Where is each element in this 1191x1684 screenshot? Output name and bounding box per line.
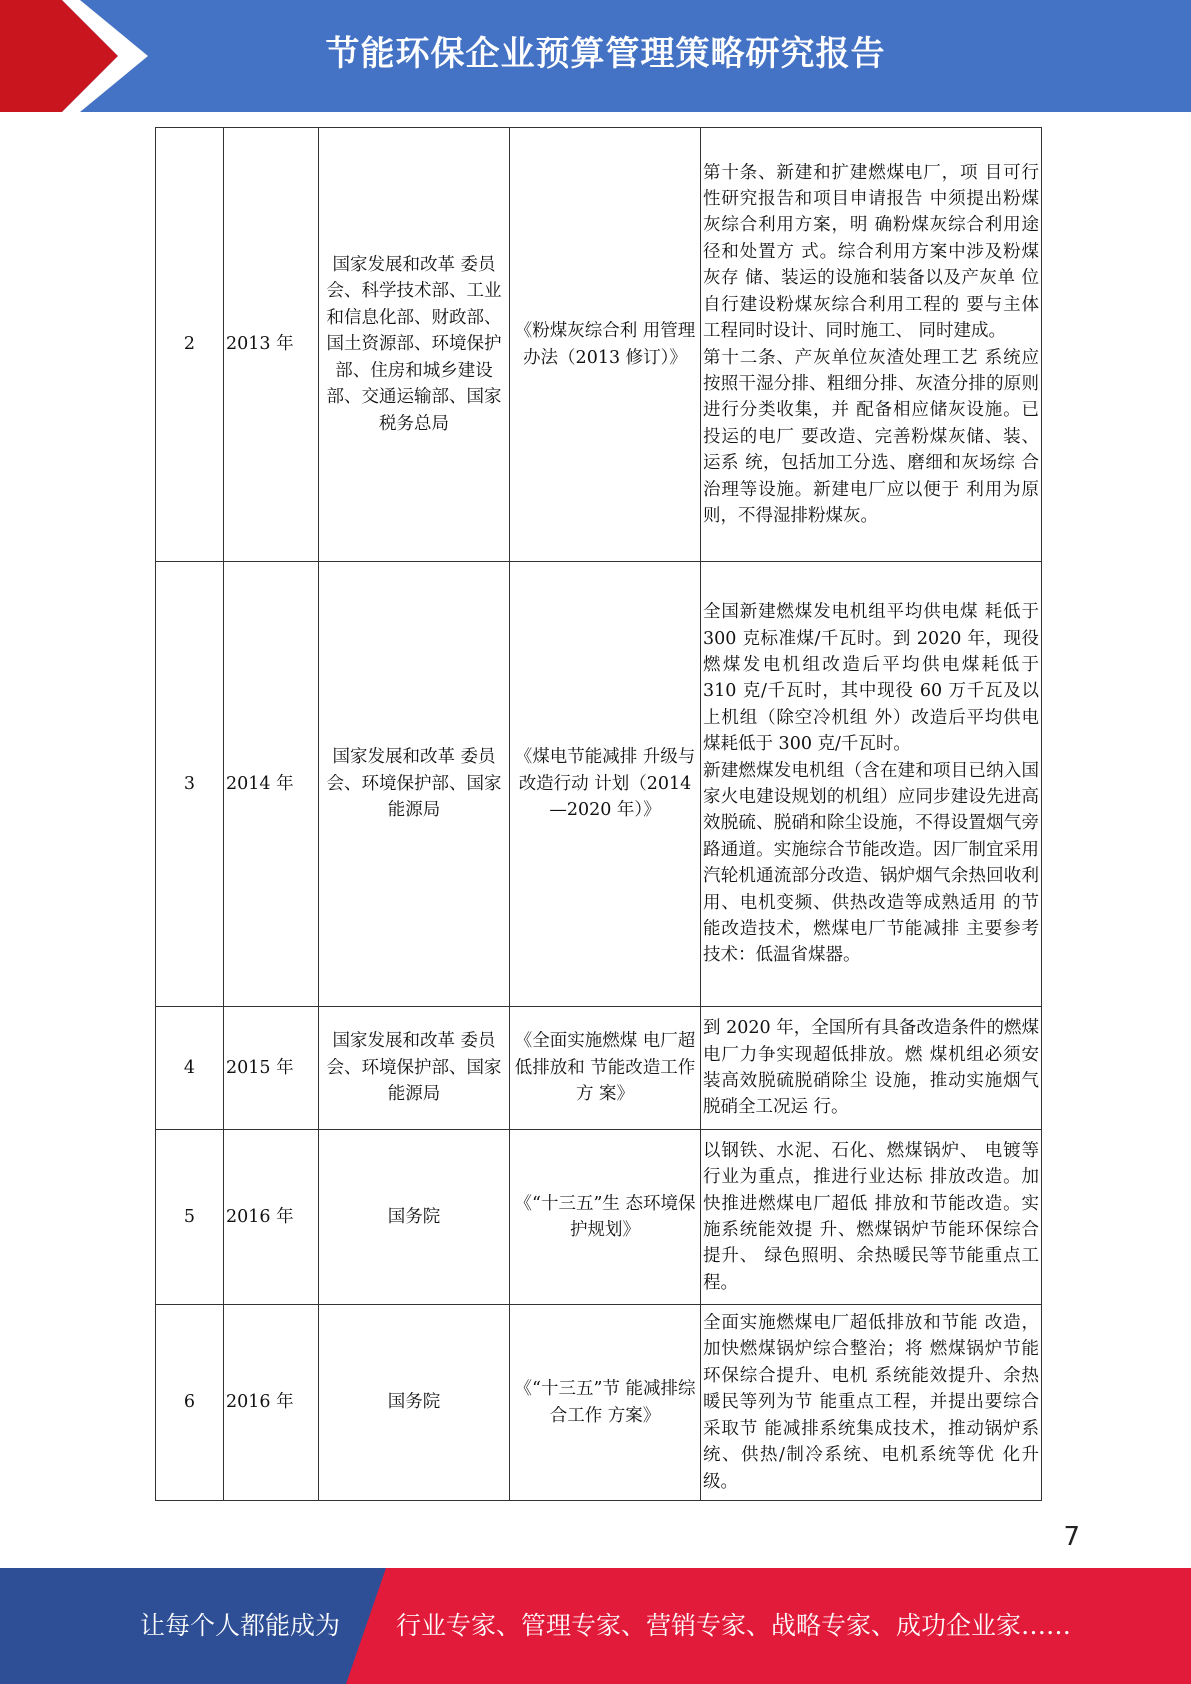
document-cell: 《粉煤灰综合利 用管理办法（2013 修订）》 [510,128,701,562]
table-row [156,1130,1042,1305]
row-number-cell: 6 [156,1305,224,1501]
department-cell: 国务院 [319,1130,510,1305]
document-cell: 《“十三五”生 态环境保护规划》 [510,1130,701,1305]
department-cell: 国家发展和改革 委员会、环境保护部、国家能源局 [319,562,510,1007]
table-row [156,1305,1042,1501]
content-paragraph: 第十条、新建和扩建燃煤电厂，项 目可行性研究报告和项目申请报告 中须提出粉煤灰综合利用方案，明 确粉煤灰综合利用途径和处置方 式。综合利用方案中涉及粉煤灰存 储、装运的设施和装备以及产灰单 位自行建设粉煤灰综合利用工程的 要与主体工程同时设计、同时施工、 同时建成。 [703,162,1039,342]
content-cell [701,1130,1042,1305]
department-cell: 国务院 [319,1305,510,1501]
content-cell [701,562,1042,1007]
document-cell: 《全面实施燃煤 电厂超低排放和 节能改造工作方 案》 [510,1007,701,1130]
content-cell [701,1007,1042,1130]
table-row [156,128,1042,562]
content-paragraph: 以钢铁、水泥、石化、燃煤锅炉、 电镀等行业为重点，推进行业达标 排放改造。加快推进燃煤电厂超低 排放和节能改造。实施系统能效提 升、燃煤锅炉节能环保综合提升、 绿色照明、余热暖民等节能重点工 程。 [703,1140,1039,1293]
content-paragraph: 新建燃煤发电机组（含在建和项目已纳入国家火电建设规划的机组）应同步建设先进高效脱硫、脱硝和除尘设施，不得设置烟气旁路通道。实施综合节能改造。因厂制宜采用汽轮机通流部分改造、锅炉烟气余热回收利 用、电机变频、供热改造等成熟适用 的节能改造技术，燃煤电厂节能减排 主要参考技术：低温省煤器。 [703,760,1039,966]
year-cell: 2016 年 [224,1305,319,1501]
department-cell: 国家发展和改革 委员会、环境保护部、国家能源局 [319,1007,510,1130]
policy-table-body [156,128,1042,1501]
row-number-cell: 2 [156,128,224,562]
report-title: 节能环保企业预算管理策略研究报告 [325,34,886,74]
table-row [156,1007,1042,1130]
department-cell: 国家发展和改革 委员会、科学技术部、工业和信息化部、财政部、国土资源部、环境保护部、住房和城乡建设部、交通运输部、国家税务总局 [319,128,510,562]
content-paragraph: 到 2020 年，全国所有具备改造条件的燃煤电厂力争实现超低排放。燃 煤机组必须安装高效脱硫脱硝除尘 设施，推动实施烟气脱硝全工况运 行。 [703,1018,1039,1118]
content-paragraph: 全国新建燃煤发电机组平均供电煤 耗低于 300 克标准煤/千瓦时。到 2020 年，现役燃煤发电机组改造后平均供电煤耗低于 310 克/千瓦时，其中现役 60 万千瓦及以上机组（除空冷机组 外）改造后平均供电煤耗低于 300 克/千瓦时。 [703,602,1039,755]
policy-table [155,127,1042,1501]
year-cell: 2013 年 [224,128,319,562]
page-number: 7 [1063,1522,1080,1552]
year-cell: 2015 年 [224,1007,319,1130]
footer-banner [0,1568,1191,1684]
row-number-cell: 5 [156,1130,224,1305]
footer-slogan-right: 行业专家、管理专家、营销专家、战略专家、成功企业家…… [396,1611,1072,1640]
year-cell: 2014 年 [224,562,319,1007]
content-paragraph: 全面实施燃煤电厂超低排放和节能 改造，加快燃煤锅炉综合整治；将 燃煤锅炉节能环保综合提升、电机 系统能效提升、余热暖民等列为节 能重点工程，并提出要综合采取节 能减排系统集成技术，推动锅炉系 统、供热/制冷系统、电机系统等优 化升级。 [703,1313,1039,1492]
content-paragraph: 第十二条、产灰单位灰渣处理工艺 系统应按照干湿分排、粗细分排、灰渣分排的原则进行分类收集，并 配备相应储灰设施。已投运的电厂 要改造、完善粉煤灰储、装、运系 统，包括加工分选、磨细和灰场综 合治理等设施。新建电厂应以便于 利用为原则，不得湿排粉煤灰。 [703,347,1039,526]
content-cell [701,128,1042,562]
content-cell [701,1305,1042,1501]
row-number-cell: 4 [156,1007,224,1130]
year-cell: 2016 年 [224,1130,319,1305]
table-row [156,562,1042,1007]
footer-slogan-left: 让每个人都能成为 [140,1611,341,1640]
document-cell: 《煤电节能减排 升级与改造行动 计划（2014—2020 年）》 [510,562,701,1007]
document-cell: 《“十三五”节 能减排综合工作 方案》 [510,1305,701,1501]
header-banner [0,0,1191,112]
row-number-cell: 3 [156,562,224,1007]
